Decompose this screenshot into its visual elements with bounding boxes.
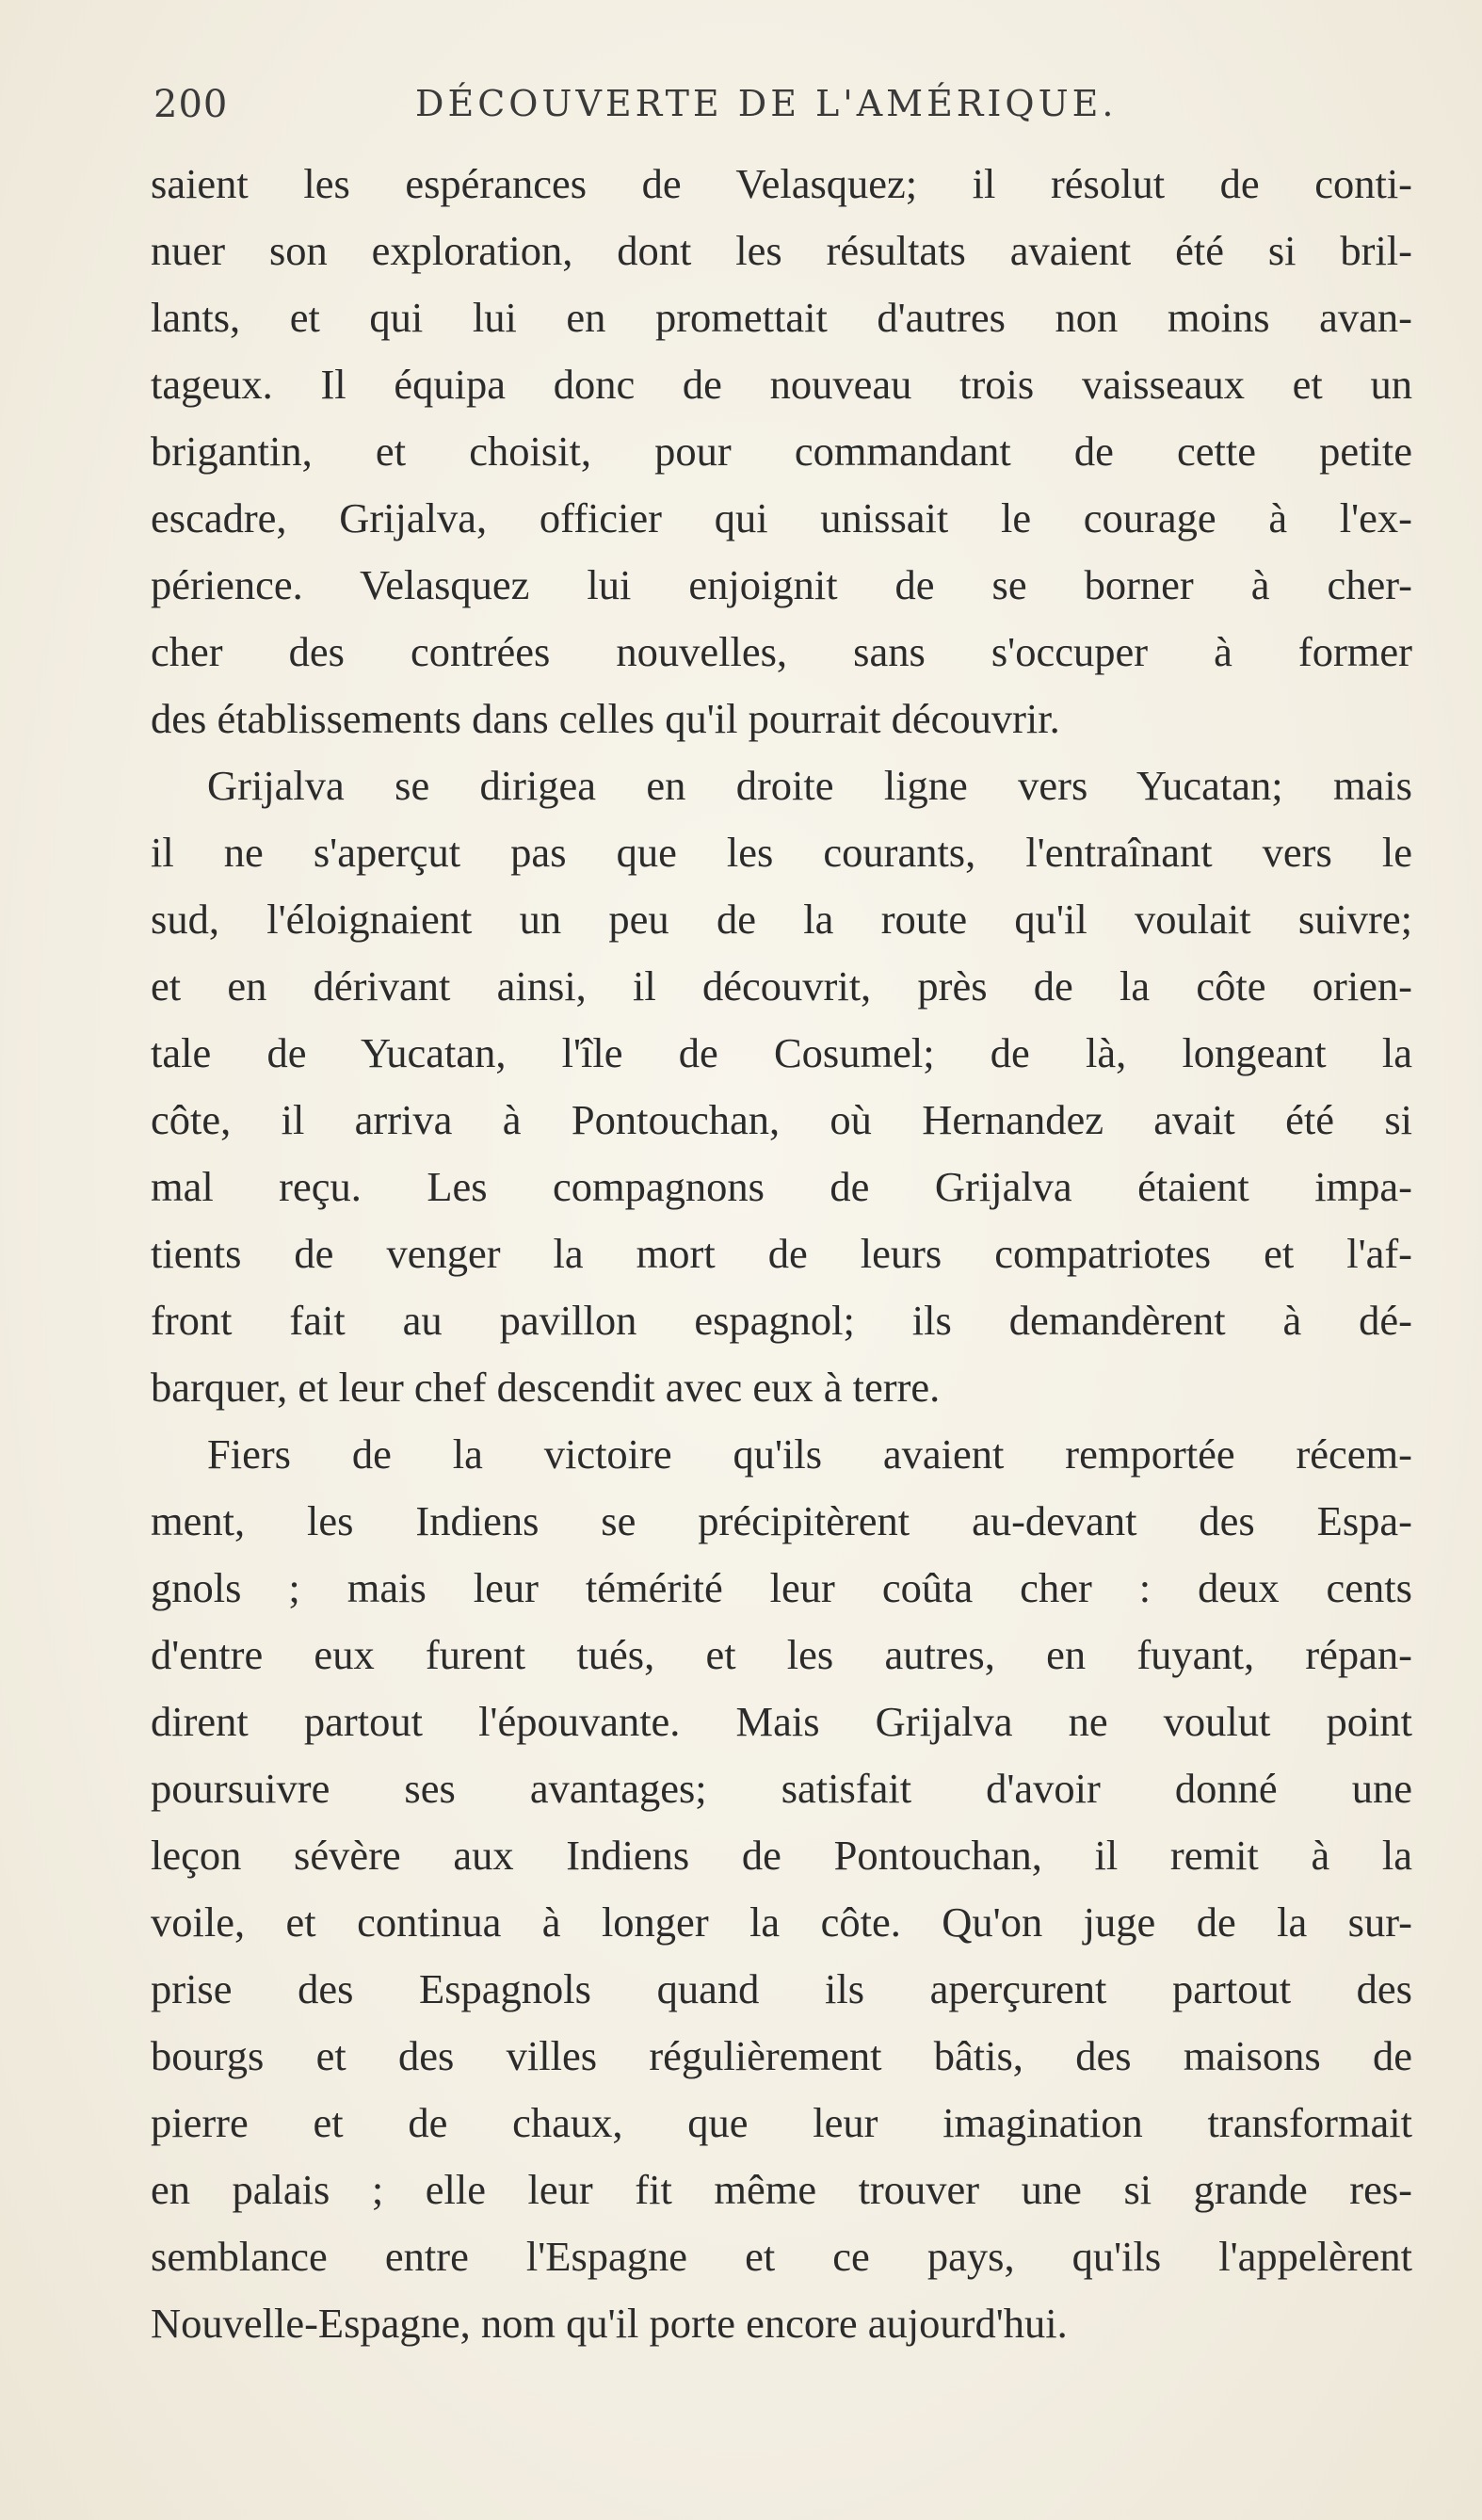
text-line: pierre et de chaux, que leur imagination transformait bbox=[151, 2099, 1412, 2146]
text-line: tale de Yucatan, l'île de Cosumel; de là, longeant la bbox=[151, 1029, 1412, 1076]
text-line: poursuivre ses avantages; satisfait d'avoir donné une bbox=[151, 1765, 1412, 1812]
text-line: semblance entre l'Espagne et ce pays, qu'ils l'appelèrent bbox=[151, 2233, 1412, 2280]
text-line: et en dérivant ainsi, il découvrit, près de la côte orien- bbox=[151, 962, 1412, 1010]
text-line: brigantin, et choisit, pour commandant de cette petite bbox=[151, 428, 1412, 475]
text-line: gnols ; mais leur témérité leur coûta cher : deux cents bbox=[151, 1564, 1412, 1611]
text-line: des établissements dans celles qu'il pourrait découvrir. bbox=[151, 695, 1060, 742]
text-line: Fiers de la victoire qu'ils avaient remportée récem- bbox=[207, 1430, 1412, 1478]
text-line: tageux. Il équipa donc de nouveau trois vaisseaux et un bbox=[151, 361, 1412, 408]
text-line: mal reçu. Les compagnons de Grijalva étaient impa- bbox=[151, 1163, 1412, 1210]
page-number: 200 bbox=[153, 83, 229, 126]
text-line: ment, les Indiens se précipitèrent au-devant des Espa- bbox=[151, 1497, 1412, 1544]
text-line: périence. Velasquez lui enjoignit de se borner à cher- bbox=[151, 561, 1412, 608]
text-line: barquer, et leur chef descendit avec eux à terre. bbox=[151, 1364, 941, 1411]
text-line: voile, et continua à longer la côte. Qu'on juge de la sur- bbox=[151, 1898, 1412, 1946]
text-line: saient les espérances de Velasquez; il résolut de conti- bbox=[151, 160, 1412, 207]
text-line: lants, et qui lui en promettait d'autres non moins avan- bbox=[151, 294, 1412, 341]
text-line: Grijalva se dirigea en droite ligne vers Yucatan; mais bbox=[207, 762, 1412, 809]
text-line: tients de venger la mort de leurs compatriotes et l'af- bbox=[151, 1230, 1412, 1277]
text-line: en palais ; elle leur fit même trouver une si grande res- bbox=[151, 2166, 1412, 2213]
text-line: prise des Espagnols quand ils aperçurent partout des bbox=[151, 1965, 1412, 2012]
text-line: escadre, Grijalva, officier qui unissait le courage à l'ex- bbox=[151, 494, 1412, 541]
body-text bbox=[151, 151, 1412, 2357]
text-line: leçon sévère aux Indiens de Pontouchan, il remit à la bbox=[151, 1832, 1412, 1879]
text-line: cher des contrées nouvelles, sans s'occuper à former bbox=[151, 628, 1412, 675]
text-line: côte, il arriva à Pontouchan, où Hernandez avait été si bbox=[151, 1096, 1412, 1143]
text-line: front fait au pavillon espagnol; ils demandèrent à dé- bbox=[151, 1297, 1412, 1344]
text-line: il ne s'aperçut pas que les courants, l'entraînant vers le bbox=[151, 829, 1412, 876]
text-line: Nouvelle-Espagne, nom qu'il porte encore aujourd'hui. bbox=[151, 2300, 1068, 2347]
text-line: bourgs et des villes régulièrement bâtis, des maisons de bbox=[151, 2032, 1412, 2079]
text-line: sud, l'éloignaient un peu de la route qu'il voulait suivre; bbox=[151, 896, 1412, 943]
text-line: d'entre eux furent tués, et les autres, en fuyant, répan- bbox=[151, 1631, 1412, 1678]
text-line: dirent partout l'épouvante. Mais Grijalva ne voulut point bbox=[151, 1698, 1412, 1745]
text-line: nuer son exploration, dont les résultats avaient été si bril- bbox=[151, 227, 1412, 274]
page-header bbox=[153, 83, 1410, 139]
running-title: DÉCOUVERTE DE L'AMÉRIQUE. bbox=[415, 83, 1118, 124]
